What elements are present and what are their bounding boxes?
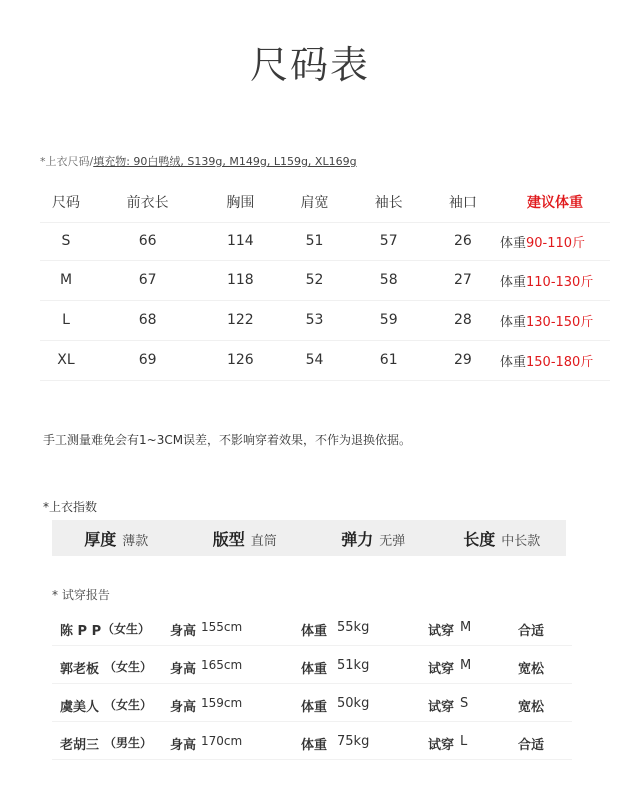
- header-size: 尺码: [52, 194, 80, 211]
- cell-size: S: [61, 233, 71, 249]
- weight-value: 75kg: [337, 734, 370, 749]
- index-bar: [52, 520, 566, 556]
- measurement-error-note: 手工测量难免会有1~3CM误差，不影响穿着效果，不作为退换依据。: [43, 433, 412, 447]
- size-table-header: [40, 182, 610, 222]
- weight-label: 体重: [500, 274, 527, 290]
- index-value: 直筒: [250, 533, 277, 549]
- fit-result: 宽松: [518, 662, 545, 677]
- cell-shoulder: 52: [305, 272, 324, 288]
- cell-weight: [500, 260, 610, 300]
- weight-label: 体重: [500, 314, 527, 330]
- try-report-title: * 试穿报告: [52, 588, 110, 602]
- cell-weight: [500, 340, 610, 380]
- tester-gender: （女生）: [104, 698, 153, 712]
- cell-shoulder: 53: [305, 312, 324, 328]
- try-size: M: [460, 620, 472, 635]
- cell-length: 69: [138, 352, 157, 368]
- cell-chest: 114: [226, 233, 254, 249]
- cell-sleeve: 61: [379, 352, 398, 368]
- tester-gender: （女生）: [104, 660, 153, 674]
- weight-range: 110-130斤: [526, 274, 594, 290]
- tester-name: 虞美人: [60, 700, 100, 715]
- fit-result: 合适: [518, 624, 545, 639]
- try-label: 试穿: [428, 662, 455, 677]
- size-table: [40, 182, 610, 381]
- weight-label: 体重: [301, 624, 328, 639]
- index-item-thickness: [52, 527, 181, 550]
- cell-size: XL: [57, 352, 75, 368]
- weight-range: 130-150斤: [526, 314, 594, 330]
- try-label: 试穿: [428, 738, 455, 753]
- weight-range: 150-180斤: [526, 354, 594, 370]
- height-value: 165cm: [201, 658, 243, 672]
- index-title: *上衣指数: [43, 500, 98, 514]
- table-row: [40, 222, 610, 260]
- list-item: [52, 646, 572, 684]
- weight-value: 55kg: [337, 620, 370, 635]
- header-weight: 建议体重: [527, 194, 583, 211]
- cell-cuff: 27: [453, 272, 472, 288]
- index-value: 薄款: [122, 533, 149, 549]
- cell-weight: [500, 222, 610, 260]
- tester-gender: （男生）: [104, 736, 153, 750]
- try-label: 试穿: [428, 700, 455, 715]
- index-key: 厚度: [84, 529, 117, 549]
- cell-sleeve: 58: [379, 272, 398, 288]
- header-sleeve: 袖长: [374, 194, 403, 211]
- cell-chest: 126: [226, 352, 254, 368]
- try-size: S: [460, 696, 469, 711]
- tester-name: 陈 P P: [60, 624, 102, 639]
- height-label: 身高: [170, 738, 197, 753]
- header-length: 前衣长: [126, 194, 169, 211]
- height-label: 身高: [170, 662, 197, 677]
- index-item-fit: [181, 527, 310, 550]
- tester-name: 老胡三: [60, 738, 100, 753]
- cell-cuff: 26: [453, 233, 472, 249]
- height-value: 159cm: [201, 696, 243, 710]
- weight-value: 51kg: [337, 658, 370, 673]
- weight-label: 体重: [500, 354, 527, 370]
- list-item: [52, 684, 572, 722]
- cell-length: 66: [138, 233, 157, 249]
- list-item: [52, 722, 572, 760]
- cell-length: 68: [138, 312, 157, 328]
- cell-cuff: 28: [453, 312, 472, 328]
- weight-value: 50kg: [337, 696, 370, 711]
- try-label: 试穿: [428, 624, 455, 639]
- try-size: M: [460, 658, 472, 673]
- cell-sleeve: 57: [379, 233, 398, 249]
- header-chest: 胸围: [226, 194, 255, 211]
- cell-size: M: [59, 272, 73, 288]
- tester-gender: （女生）: [102, 622, 151, 636]
- tester-name: 郭老板: [60, 662, 100, 677]
- fit-result: 合适: [518, 738, 545, 753]
- filling-note: [40, 153, 357, 169]
- cell-shoulder: 51: [305, 233, 324, 249]
- header-cuff: 袖口: [448, 194, 477, 211]
- height-value: 170cm: [201, 734, 243, 748]
- cell-weight: [500, 300, 610, 340]
- index-key: 弹力: [341, 529, 374, 549]
- try-report-list: [52, 608, 572, 760]
- height-label: 身高: [170, 624, 197, 639]
- index-key: 长度: [463, 529, 496, 549]
- header-shoulder: 肩宽: [300, 194, 329, 211]
- weight-label: 体重: [500, 235, 527, 251]
- height-value: 155cm: [201, 620, 243, 634]
- index-item-length: [438, 527, 567, 550]
- filling-note-prefix: *上衣尺码/: [40, 155, 94, 168]
- table-row: [40, 260, 610, 300]
- index-value: 无弹: [379, 533, 406, 549]
- weight-range: 90-110斤: [526, 235, 586, 251]
- filling-note-text: 填充物: 90白鸭绒, S139g, M149g, L159g, XL169g: [93, 155, 357, 168]
- index-key: 版型: [212, 529, 245, 549]
- cell-sleeve: 59: [379, 312, 398, 328]
- weight-label: 体重: [301, 738, 328, 753]
- index-value: 中长款: [501, 533, 541, 549]
- cell-chest: 122: [226, 312, 254, 328]
- table-row: [40, 300, 610, 340]
- page-title: 尺码表: [249, 43, 370, 87]
- cell-cuff: 29: [453, 352, 472, 368]
- index-item-elasticity: [309, 527, 438, 550]
- weight-label: 体重: [301, 662, 328, 677]
- cell-chest: 118: [226, 272, 254, 288]
- height-label: 身高: [170, 700, 197, 715]
- fit-result: 宽松: [518, 700, 545, 715]
- list-item: [52, 608, 572, 646]
- cell-size: L: [62, 312, 70, 328]
- table-row: [40, 340, 610, 380]
- try-size: L: [460, 734, 468, 749]
- cell-length: 67: [138, 272, 157, 288]
- cell-shoulder: 54: [305, 352, 324, 368]
- weight-label: 体重: [301, 700, 328, 715]
